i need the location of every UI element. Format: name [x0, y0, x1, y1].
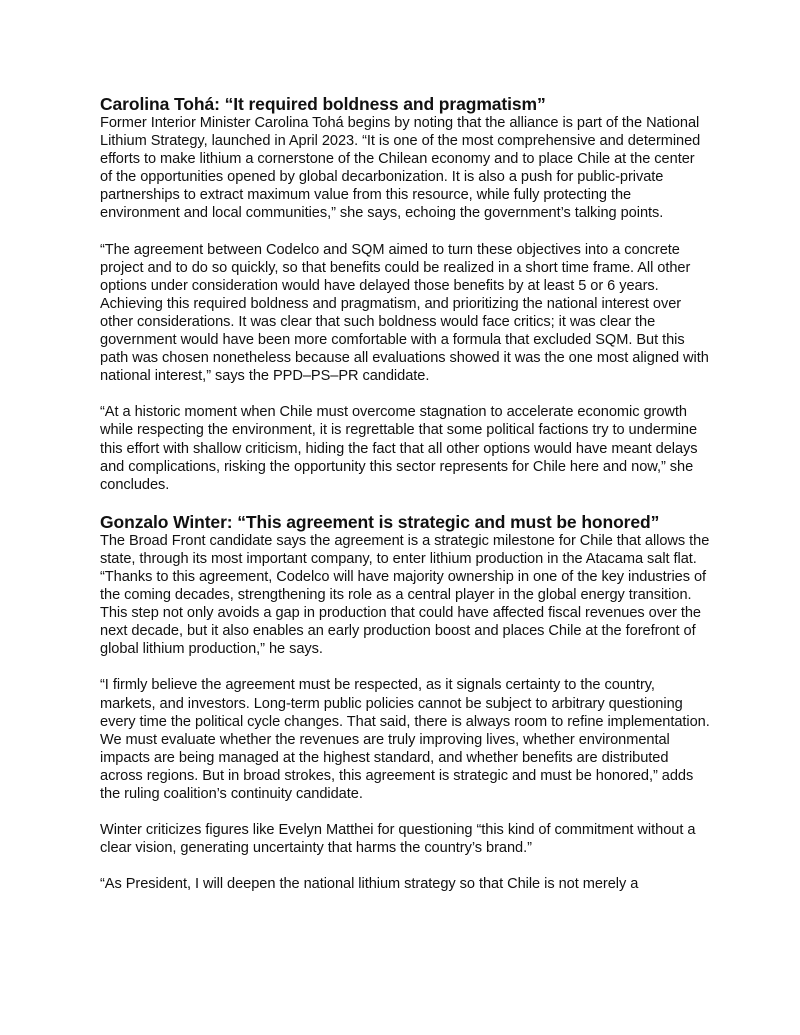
section-winter	[100, 512, 710, 894]
document-body	[100, 94, 710, 893]
section-toha	[100, 94, 710, 494]
paragraph: “I firmly believe the agreement must be respected, as it signals certainty to the country, markets, and investors. Long-term public policies cannot be subject to arbitrary questioning every time the political cycle changes. That said, there is always room to refine implementation. We must evaluate whether the revenues are truly improving lives, whether environmental impacts are being managed at the highest standard, and whether benefits are distributed across regions. But in broad strokes, this agreement is strategic and must be honored,” adds the ruling coalition’s continuity candidate.	[100, 677, 710, 802]
paragraph: “As President, I will deepen the national lithium strategy so that Chile is not merely a	[100, 876, 639, 893]
section-heading: Carolina Tohá: “It required boldness and pragmatism”	[100, 94, 546, 114]
section-heading: Gonzalo Winter: “This agreement is strategic and must be honored”	[100, 511, 660, 532]
paragraph: “At a historic moment when Chile must overcome stagnation to accelerate economic growth while respecting the environment, it is regrettable that some political factions try to undermine this effort with shallow criticism, hiding the fact that all other options would have meant delays and complications, risking the opportunity this sector represents for Chile here and now,” she concludes.	[100, 404, 698, 493]
paragraph: Former Interior Minister Carolina Tohá begins by noting that the alliance is part of the National Lithium Strategy, launched in April 2023. “It is one of the most comprehensive and determined efforts to make lithium a cornerstone of the Chilean economy and to place Chile at the center of the opportunities opened by global decarbonization. It is also a push for public-private partnerships to extract maximum value from this resource, while fully protecting the environment and local communities,” she says, echoing the government’s talking points.	[100, 115, 701, 222]
paragraph: The Broad Front candidate says the agreement is a strategic milestone for Chile that allows the state, through its most important company, to enter lithium production in the Atacama salt flat. “Thanks to this agreement, Codelco will have majority ownership in one of the key industries of the coming decades, strengthening its role as a central player in the global energy transition. This step not only avoids a gap in production that could have affected fiscal revenues over the next decade, but it also enables an early production boost and places Chile at the forefront of global lithium production,” he says.	[100, 532, 710, 658]
paragraph: Winter criticizes figures like Evelyn Matthei for questioning “this kind of commitment without a clear vision, generating uncertainty that harms the country’s brand.”	[100, 822, 696, 857]
paragraph: “The agreement between Codelco and SQM aimed to turn these objectives into a concrete project and to do so quickly, so that benefits could be realized in a short time frame. All other options under consideration would have delayed those benefits by at least 5 or 6 years. Achieving this required boldness and pragmatism, and prioritizing the national interest over other considerations. It was clear that such boldness would face critics; it was clear the government would have been more comfortable with a formula that excluded SQM. But this path was chosen nonetheless because all evaluations showed it was the one most aligned with national interest,” says the PPD–PS–PR candidate.	[100, 241, 709, 385]
